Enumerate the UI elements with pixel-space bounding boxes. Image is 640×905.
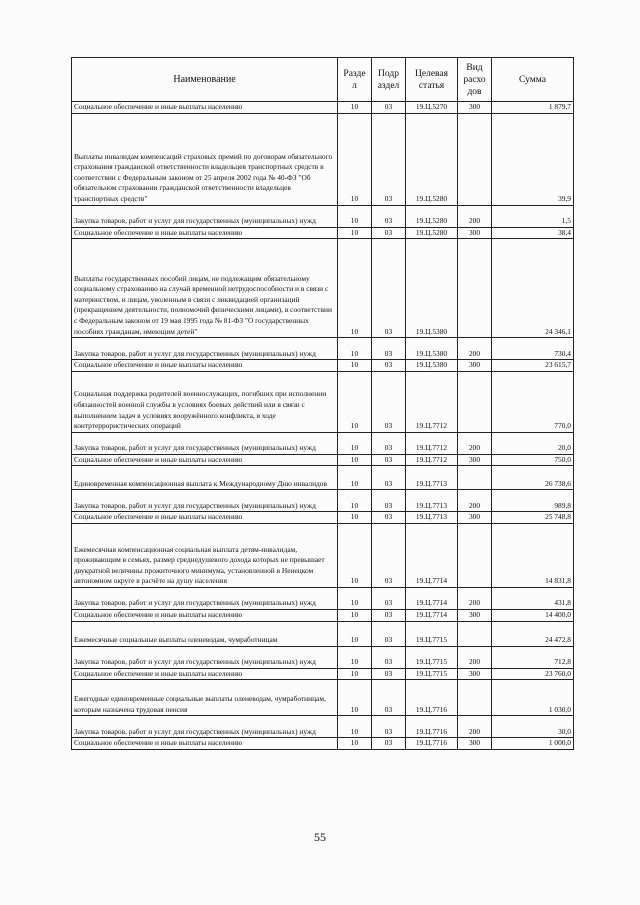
- amount-cell: 730,4: [492, 338, 574, 360]
- target-cell: 19.Ц.5380: [406, 360, 458, 372]
- target-cell: 19.Ц.7714: [406, 587, 458, 609]
- target-cell: 19.Ц.7716: [406, 738, 458, 750]
- amount-cell: 1 879,7: [492, 102, 574, 114]
- expense-type-cell: 200: [458, 338, 492, 360]
- header-name: Наименование: [72, 58, 338, 102]
- section-cell: 10: [338, 738, 372, 750]
- amount-cell: 1,5: [492, 205, 574, 227]
- expense-type-cell: [458, 621, 492, 646]
- section-cell: 10: [338, 205, 372, 227]
- subsection-cell: 03: [372, 646, 406, 668]
- expense-type-cell: 300: [458, 668, 492, 680]
- subsection-cell: 03: [372, 454, 406, 466]
- table-row: [72, 587, 574, 609]
- table-row: [72, 523, 574, 587]
- expense-type-cell: 200: [458, 646, 492, 668]
- amount-cell: 39,9: [492, 113, 574, 205]
- section-cell: 10: [338, 668, 372, 680]
- name-cell: Ежемесячные социальные выплаты оленеводам, чумработницам: [72, 621, 338, 646]
- subsection-cell: 03: [372, 523, 406, 587]
- amount-cell: 24 346,1: [492, 239, 574, 338]
- name-cell: Социальное обеспечение и иные выплаты населению: [72, 512, 338, 524]
- subsection-cell: 03: [372, 360, 406, 372]
- table-row: [72, 454, 574, 466]
- table-row: [72, 609, 574, 621]
- target-cell: 19.Ц.7712: [406, 454, 458, 466]
- name-cell: Социальное обеспечение и иные выплаты населению: [72, 227, 338, 239]
- target-cell: 19.Ц.7715: [406, 646, 458, 668]
- name-cell: Единовременная компенсационная выплата к Международному Дню инвалидов: [72, 466, 338, 490]
- expense-type-cell: 200: [458, 205, 492, 227]
- section-cell: 10: [338, 609, 372, 621]
- expense-type-cell: [458, 113, 492, 205]
- expense-type-cell: 200: [458, 587, 492, 609]
- table-row: [72, 738, 574, 750]
- name-cell: Ежемесячная компенсационная социальная выплата детям-инвалидам, проживающим в семьях, размер среднедушевого дохода которых не превышает двукратной величины прожиточного минимума, установленной в Ненецком автономном округе в расчёте на душу населения: [72, 523, 338, 587]
- target-cell: 19.Ц.7714: [406, 523, 458, 587]
- section-cell: 10: [338, 227, 372, 239]
- target-cell: 19.Ц.7716: [406, 680, 458, 716]
- subsection-cell: 03: [372, 621, 406, 646]
- name-cell: Ежегодные единовременные социальные выплаты оленеводам, чумработницам, которым назначена трудовая пенсия: [72, 680, 338, 716]
- subsection-cell: 03: [372, 512, 406, 524]
- header-target: Целевая статья: [406, 58, 458, 102]
- subsection-cell: 03: [372, 716, 406, 738]
- table-row: [72, 338, 574, 360]
- section-cell: 10: [338, 490, 372, 512]
- section-cell: 10: [338, 716, 372, 738]
- name-cell: Социальное обеспечение и иные выплаты населению: [72, 609, 338, 621]
- target-cell: 19.Ц.5380: [406, 239, 458, 338]
- target-cell: 19.Ц.5380: [406, 338, 458, 360]
- table-row: [72, 239, 574, 338]
- section-cell: 10: [338, 523, 372, 587]
- header-subsection: Подр аздел: [372, 58, 406, 102]
- section-cell: 10: [338, 646, 372, 668]
- expense-type-cell: 300: [458, 360, 492, 372]
- name-cell: Закупка товаров, работ и услуг для государственных (муниципальных) нужд: [72, 338, 338, 360]
- amount-cell: 24 472,8: [492, 621, 574, 646]
- subsection-cell: 03: [372, 490, 406, 512]
- section-cell: 10: [338, 621, 372, 646]
- name-cell: Закупка товаров, работ и услуг для государственных (муниципальных) нужд: [72, 490, 338, 512]
- section-cell: 10: [338, 587, 372, 609]
- subsection-cell: 03: [372, 239, 406, 338]
- subsection-cell: 03: [372, 668, 406, 680]
- name-cell: Социальное обеспечение и иные выплаты населению: [72, 454, 338, 466]
- amount-cell: 431,8: [492, 587, 574, 609]
- name-cell: Социальное обеспечение и иные выплаты населению: [72, 360, 338, 372]
- expense-type-cell: 300: [458, 102, 492, 114]
- amount-cell: 770,0: [492, 371, 574, 432]
- name-cell: Социальное обеспечение и иные выплаты населению: [72, 738, 338, 750]
- expense-type-cell: 200: [458, 490, 492, 512]
- section-cell: 10: [338, 454, 372, 466]
- table-row: [72, 621, 574, 646]
- subsection-cell: 03: [372, 227, 406, 239]
- name-cell: Закупка товаров, работ и услуг для государственных (муниципальных) нужд: [72, 432, 338, 454]
- name-cell: Социальное обеспечение и иные выплаты населению: [72, 102, 338, 114]
- target-cell: 19.Ц.5280: [406, 227, 458, 239]
- section-cell: 10: [338, 360, 372, 372]
- expense-type-cell: 200: [458, 716, 492, 738]
- amount-cell: 26 738,6: [492, 466, 574, 490]
- table-body: [72, 102, 574, 750]
- table-row: [72, 646, 574, 668]
- table-row: [72, 490, 574, 512]
- amount-cell: 1 030,0: [492, 680, 574, 716]
- header-amount: Сумма: [492, 58, 574, 102]
- table-row: [72, 205, 574, 227]
- target-cell: 19.Ц.7715: [406, 668, 458, 680]
- amount-cell: 14 831,8: [492, 523, 574, 587]
- table-row: [72, 102, 574, 114]
- amount-cell: 25 748,8: [492, 512, 574, 524]
- expense-type-cell: 300: [458, 738, 492, 750]
- target-cell: 19.Ц.5280: [406, 113, 458, 205]
- expense-type-cell: [458, 680, 492, 716]
- subsection-cell: 03: [372, 738, 406, 750]
- name-cell: Социальная поддержка родителей военнослужащих, погибших при исполнении обязанностей военной службы в условиях боевых действий или в связи с выполнением задач в условиях вооружённого конфликта, в ходе контртеррористических операций: [72, 371, 338, 432]
- section-cell: 10: [338, 113, 372, 205]
- table-row: [72, 512, 574, 524]
- subsection-cell: 03: [372, 680, 406, 716]
- target-cell: 19.Ц.7714: [406, 609, 458, 621]
- target-cell: 19.Ц.5270: [406, 102, 458, 114]
- expense-type-cell: 200: [458, 432, 492, 454]
- section-cell: 10: [338, 512, 372, 524]
- amount-cell: 1 000,0: [492, 738, 574, 750]
- amount-cell: 989,8: [492, 490, 574, 512]
- name-cell: Закупка товаров, работ и услуг для государственных (муниципальных) нужд: [72, 716, 338, 738]
- amount-cell: 750,0: [492, 454, 574, 466]
- target-cell: 19.Ц.7713: [406, 490, 458, 512]
- amount-cell: 712,8: [492, 646, 574, 668]
- target-cell: 19.Ц.7716: [406, 716, 458, 738]
- section-cell: 10: [338, 680, 372, 716]
- section-cell: 10: [338, 371, 372, 432]
- amount-cell: 30,0: [492, 716, 574, 738]
- subsection-cell: 03: [372, 113, 406, 205]
- table-row: [72, 466, 574, 490]
- name-cell: Закупка товаров, работ и услуг для государственных (муниципальных) нужд: [72, 646, 338, 668]
- amount-cell: 38,4: [492, 227, 574, 239]
- target-cell: 19.Ц.7713: [406, 512, 458, 524]
- header-expense-type: Вид расхо дов: [458, 58, 492, 102]
- table-row: [72, 113, 574, 205]
- name-cell: Закупка товаров, работ и услуг для государственных (муниципальных) нужд: [72, 587, 338, 609]
- expense-type-cell: 300: [458, 454, 492, 466]
- table-row: [72, 360, 574, 372]
- section-cell: 10: [338, 466, 372, 490]
- subsection-cell: 03: [372, 205, 406, 227]
- target-cell: 19.Ц.7715: [406, 621, 458, 646]
- table-row: [72, 371, 574, 432]
- subsection-cell: 03: [372, 609, 406, 621]
- section-cell: 10: [338, 338, 372, 360]
- table-row: [72, 432, 574, 454]
- expense-type-cell: [458, 466, 492, 490]
- name-cell: Социальное обеспечение и иные выплаты населению: [72, 668, 338, 680]
- page-number: 55: [314, 830, 326, 844]
- expense-type-cell: [458, 371, 492, 432]
- table-row: [72, 668, 574, 680]
- target-cell: 19.Ц.7713: [406, 466, 458, 490]
- section-cell: 10: [338, 239, 372, 338]
- section-cell: 10: [338, 432, 372, 454]
- table-row: [72, 227, 574, 239]
- amount-cell: 14 400,0: [492, 609, 574, 621]
- target-cell: 19.Ц.7712: [406, 371, 458, 432]
- expense-type-cell: 300: [458, 512, 492, 524]
- expense-type-cell: [458, 239, 492, 338]
- subsection-cell: 03: [372, 432, 406, 454]
- header-section: Разде л: [338, 58, 372, 102]
- expense-type-cell: 300: [458, 227, 492, 239]
- expense-type-cell: 300: [458, 609, 492, 621]
- section-cell: 10: [338, 102, 372, 114]
- subsection-cell: 03: [372, 371, 406, 432]
- subsection-cell: 03: [372, 587, 406, 609]
- name-cell: Выплаты государственных пособий лицам, не подлежащим обязательному социальному страхованию на случай временной нетрудоспособности и в связи с материнством, и лицам, уволенным в связи с ликвидацией организаций (прекращением деятельности, полномочий физическими лицами), в соответствии с Федеральным законом от 19 мая 1995 года № 81-ФЗ "О государственных пособиях гражданам, имеющим детей": [72, 239, 338, 338]
- amount-cell: 20,0: [492, 432, 574, 454]
- subsection-cell: 03: [372, 338, 406, 360]
- subsection-cell: 03: [372, 466, 406, 490]
- expense-type-cell: [458, 523, 492, 587]
- table-row: [72, 680, 574, 716]
- target-cell: 19.Ц.7712: [406, 432, 458, 454]
- name-cell: Закупка товаров, работ и услуг для государственных (муниципальных) нужд: [72, 205, 338, 227]
- name-cell: Выплаты инвалидам компенсаций страховых премий по договорам обязательного страхования гражданской ответственности владельцев транспортных средств в соответствии с Федеральным законом от 25 апреля 2002 года № 40-ФЗ "Об обязательном страховании гражданской ответственности владельцев транспортных средств": [72, 113, 338, 205]
- target-cell: 19.Ц.5280: [406, 205, 458, 227]
- table-header-row: [72, 58, 574, 102]
- amount-cell: 23 760,0: [492, 668, 574, 680]
- amount-cell: 23 615,7: [492, 360, 574, 372]
- budget-table: [71, 57, 574, 750]
- subsection-cell: 03: [372, 102, 406, 114]
- table-row: [72, 716, 574, 738]
